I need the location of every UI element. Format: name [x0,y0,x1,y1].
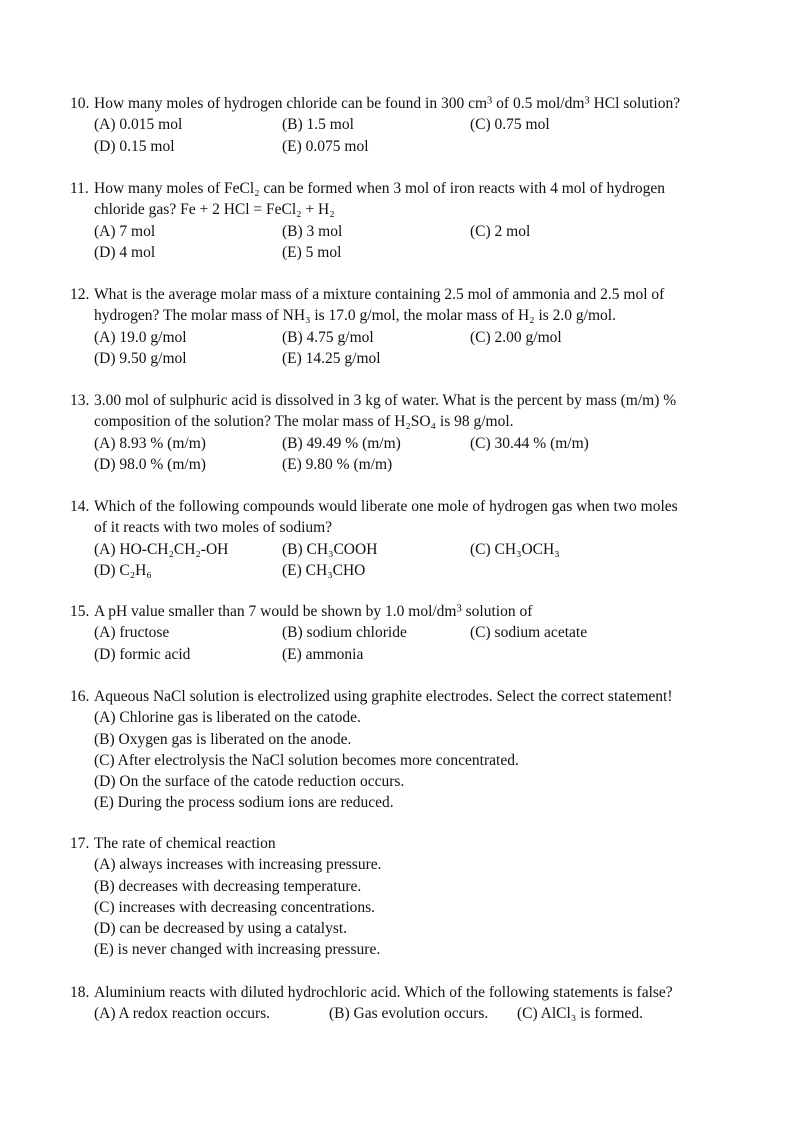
option-c: (C) increases with decreasing concentrations. [94,898,376,916]
option-a: (A) HO-CH₂CH₂-OH [94,540,229,558]
option-b: (B) 4.75 g/mol [282,328,374,346]
question-stem-continued: hydrogen? The molar mass of NH₃ is 17.0 g/mol, the molar mass of H₂ is 2.0 g/mol. [94,307,616,325]
option-b: (B) 1.5 mol [282,116,354,134]
option-d: (D) 98.0 % (m/m) [94,455,206,473]
question-17 [70,833,710,961]
question-number: 14. [70,498,90,515]
option-a: (A) fructose [94,624,170,642]
option-c: (C) 2.00 g/mol [470,328,562,346]
option-d: (D) C₂H₆ [94,561,152,579]
question-stem: How many moles of FeCl₂ can be formed when 3 mol of iron reacts with 4 mol of hydrogen [94,180,666,197]
option-d: (D) 0.15 mol [94,137,175,155]
question-stem: A pH value smaller than 7 would be shown by 1.0 mol/$dm^3$ solution of [94,603,533,620]
option-e: (E) During the process sodium ions are reduced. [94,794,394,812]
question-stem: Which of the following compounds would liberate one mole of hydrogen gas when two moles [94,498,678,515]
question-18 [70,982,710,1025]
option-a: (A) 8.93 % (m/m) [94,434,206,452]
option-d: (D) 4 mol [94,243,156,261]
option-b: (B) 49.49 % (m/m) [282,434,401,452]
option-c: (C) 2 mol [470,222,531,240]
option-e: (E) ammonia [282,645,364,663]
question-number: 16. [70,688,90,705]
option-b: (B) 3 mol [282,222,343,240]
option-e: (E) is never changed with increasing pressure. [94,941,381,959]
option-c: (C) CH₃OCH₃ [470,540,560,558]
question-number: 13. [70,392,90,409]
option-c: (C) 0.75 mol [470,116,550,134]
option-c: (C) After electrolysis the NaCl solution becomes more concentrated. [94,751,519,769]
question-10 [70,93,710,157]
question-stem-continued: chloride gas? Fe + 2 HCl = FeCl₂ + H₂ [94,201,335,219]
question-number: 10. [70,95,90,112]
question-14 [70,496,710,581]
option-b: (B) Gas evolution occurs. [329,1005,489,1023]
option-d: (D) 9.50 g/mol [94,349,187,367]
option-b: (B) decreases with decreasing temperature. [94,877,362,895]
question-stem: Aqueous NaCl solution is electrolized using graphite electrodes. Select the correct statement! [94,688,673,705]
question-stem: How many moles of hydrogen chloride can be found in 300 $cm^3$ of 0.5 mol/$dm^3$ HCl solution? [94,95,681,112]
question-number: 18. [70,984,90,1001]
question-13 [70,390,710,475]
option-a: (A) 19.0 g/mol [94,328,187,346]
question-number: 12. [70,286,90,303]
option-b: (B) sodium chloride [282,624,407,642]
question-number: 17. [70,835,90,852]
option-d: (D) On the surface of the catode reduction occurs. [94,773,405,791]
question-15 [70,601,710,665]
question-stem: What is the average molar mass of a mixture containing 2.5 mol of ammonia and 2.5 mol of [94,286,665,303]
option-d: (D) formic acid [94,645,191,663]
option-c: (C) AlCl₃ is formed. [517,1005,643,1023]
option-e: (E) CH₃CHO [282,561,366,579]
option-c: (C) sodium acetate [470,624,588,642]
option-a: (A) A redox reaction occurs. [94,1005,271,1023]
question-16 [70,686,710,814]
option-c: (C) 30.44 % (m/m) [470,434,589,452]
question-stem: Aluminium reacts with diluted hydrochloric acid. Which of the following statements is false? [94,984,673,1001]
question-stem: The rate of chemical reaction [94,835,276,852]
option-a: (A) 7 mol [94,222,156,240]
question-number: 15. [70,603,90,620]
option-d: (D) can be decreased by using a catalyst. [94,920,348,938]
option-e: (E) 0.075 mol [282,137,369,155]
option-e: (E) 9.80 % (m/m) [282,455,393,473]
question-stem-continued: composition of the solution? The molar mass of H₂SO₄ is 98 g/mol. [94,413,514,431]
option-a: (A) Chlorine gas is liberated on the catode. [94,709,361,727]
option-b: (B) CH₃COOH [282,540,378,558]
option-e: (E) 5 mol [282,243,342,261]
question-11 [70,178,710,263]
option-e: (E) 14.25 g/mol [282,349,381,367]
option-a: (A) always increases with increasing pressure. [94,856,382,874]
option-b: (B) Oxygen gas is liberated on the anode. [94,730,352,748]
question-number: 11. [70,180,89,197]
question-12 [70,284,710,369]
option-a: (A) 0.015 mol [94,116,183,134]
question-stem-continued: of it reacts with two moles of sodium? [94,519,333,537]
question-stem: 3.00 mol of sulphuric acid is dissolved in 3 kg of water. What is the percent by mass (m/m) % [94,392,677,409]
